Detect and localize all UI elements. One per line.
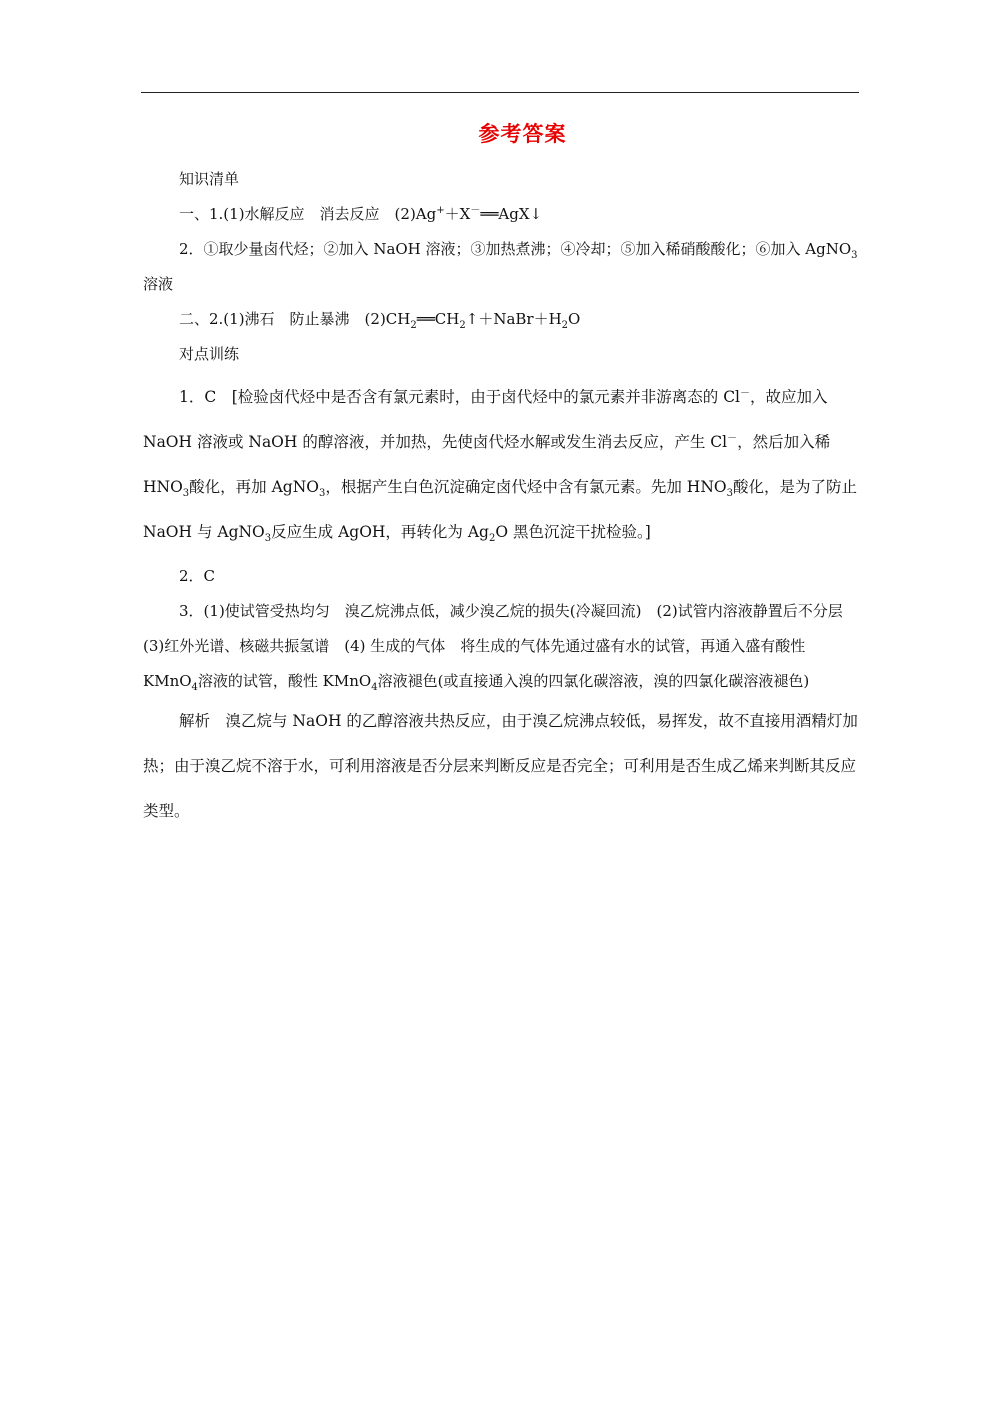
- header-rule: [141, 92, 859, 93]
- practice-answer-1: 1．C [检验卤代烃中是否含有氯元素时，由于卤代烃中的氯元素并非游离态的 Cl－，故应加入 NaOH 溶液或 NaOH 的醇溶液，并加热，先使卤代烃水解或发生消去反应，产生 Cl－，然后加入稀 $HNO_3$酸化，再加 AgNO$_3$，根据产生白色沉淀确定卤代烃中含有氯元素。先加 $HNO_3$酸化，是为了防止 NaOH 与 AgNO$_3$反应生成 AgOH，再转化为 $Ag_2O$ 黑色沉淀干扰检验。]: [143, 387, 857, 545]
- section-heading-practice: 对点训练: [179, 345, 240, 363]
- practice-answer-2: 2．C: [179, 567, 216, 585]
- knowledge-item-2: 2．①取少量卤代烃；②加入 NaOH 溶液；③加热煮沸；④冷却；⑤加入稀硝酸酸化；⑥加入 AgNO$_3$溶液: [143, 240, 858, 293]
- practice-answer-3: 3．(1)使试管受热均匀 溴乙烷沸点低，减少溴乙烷的损失(冷凝回流) (2)试管内溶液静置后不分层 (3)红外光谱、核磁共振氢谱 (4) 生成的气体 将生成的气体先通过盛有水的试管，再通入盛有酸性 KMnO$_4$溶液的试管，酸性 KMnO$_4$溶液褪色(或直接通入溴的四氯化碳溶液，溴的四氯化碳溶液褪色): [143, 602, 858, 693]
- knowledge-item-3: 二、2.(1)沸石 防止暴沸 $(2)CH_2══CH_2↑+NaBr+H_2O$: [179, 310, 581, 331]
- analysis-paragraph: 解析 溴乙烷与 NaOH 的乙醇溶液共热反应，由于溴乙烷沸点较低，易挥发，故不直接用酒精灯加热；由于溴乙烷不溶于水，可利用溶液是否分层来判断反应是否完全；可利用是否生成乙烯来判断其反应类型。: [143, 712, 858, 820]
- knowledge-item-1: 一、1.(1)水解反应 消去反应 (2)Ag+＋X－══AgX↓: [179, 205, 543, 223]
- answer-content: [143, 162, 859, 834]
- page-title: 参考答案: [478, 122, 567, 146]
- section-heading-knowledge: 知识清单: [179, 170, 240, 188]
